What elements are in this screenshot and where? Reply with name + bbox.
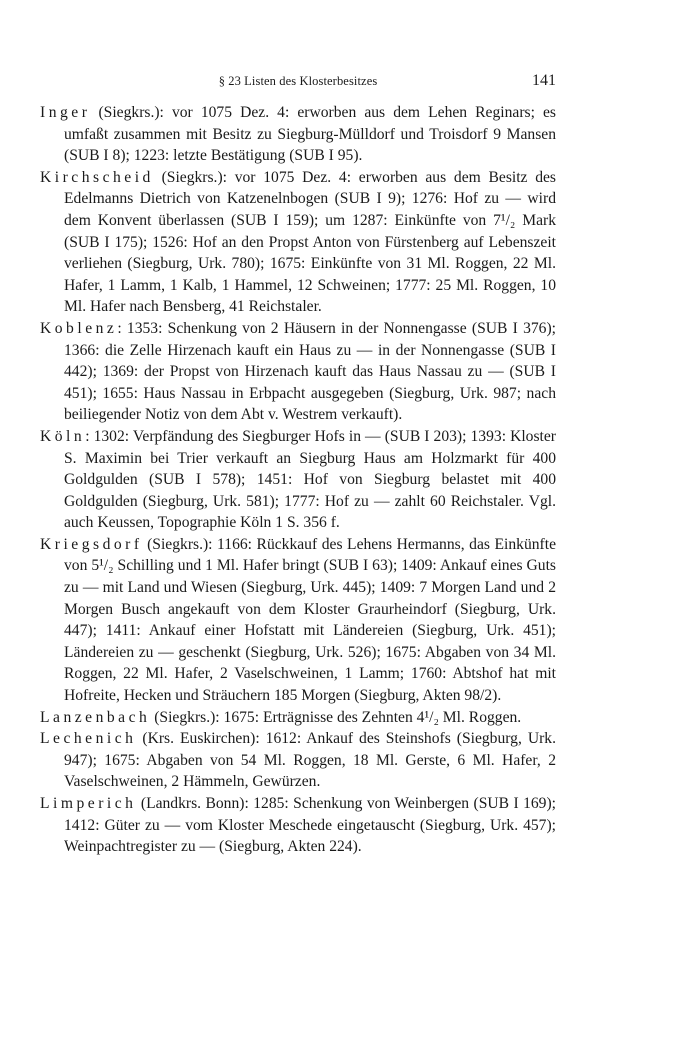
place-name: Lechenich: [40, 730, 137, 748]
entry-text: (Siegkrs.): vor 1075 Dez. 4: erworben aus dem Lehen Reginars; es umfaßt zusammen mit Besitz zu Siegburg-Mülldorf und Troisdorf 9 Mansen (SUB I 8); 1223: letzte Bestätigung (SUB I 95).: [64, 104, 556, 165]
place-entry-kirchscheid: [40, 167, 556, 318]
entry-text: (Siegkrs.): vor 1075 Dez. 4: erworben aus dem Besitz des Edelmanns Dietrich von Katzenelnbogen (SUB I 9); 1276: Hof zu — wird dem Konvent überlassen (SUB I 159); um 1287: Einkünfte von 7¹/₂ Mark (SUB I 175); 1526: Hof an den Propst Anton von Fürstenberg auf Lebenszeit verliehen (Siegburg, Urk. 780); 1675: Einkünfte von 31 Ml. Roggen, 22 Ml. Hafer, 1 Lamm, 1 Kalb, 1 Hammel, 12 Schweinen; 1777: 25 Ml. Roggen, 10 Ml. Hafer nach Bensberg, 41 Reichstaler.: [64, 168, 556, 316]
place-entry-koeln: [40, 426, 556, 534]
running-header: [40, 70, 556, 92]
place-entry-lanzenbach: [40, 707, 556, 729]
running-title: § 23 Listen des Klosterbesitzes: [218, 74, 378, 88]
place-entry-koblenz: [40, 318, 556, 426]
page-number: 141: [532, 72, 556, 89]
place-entry-inger: [40, 102, 556, 167]
place-name: Köln: [40, 427, 86, 445]
place-name: Inger: [40, 104, 91, 121]
place-entry-limperich: [40, 793, 556, 858]
place-name: Kirchscheid: [40, 168, 154, 186]
place-name: Lanzenbach: [40, 708, 151, 726]
entry-text: (Krs. Euskirchen): 1612: Ankauf des Steinshofs (Siegburg, Urk. 947); 1675: Abgaben von 54 Ml. Roggen, 18 Ml. Gerste, 6 Ml. Hafer, 2 Vaselschweinen, 2 Hämmeln, Gewürzen.: [64, 730, 556, 791]
entry-text: : 1302: Verpfändung des Siegburger Hofs in — (SUB I 203); 1393: Kloster S. Maximin bei Trier verkauft an Siegburg Haus am Holzmarkt für 400 Goldgulden (SUB I 578); 1451: Hof von Siegburg belastet mit 400 Goldgulden (Siegburg, Urk. 581); 1777: Hof zu — zahlt 60 Reichstaler. Vgl. auch Keussen, Topographie Köln 1 S. 356 f.: [64, 427, 556, 532]
entry-text: : 1353: Schenkung von 2 Häusern in der Nonnengasse (SUB I 376); 1366: die Zelle Hirzenach kauft ein Haus zu — in der Nonnengasse (SUB I 442); 1369: der Propst von Hirzenach kauft das Haus Nassau zu — (SUB I 451); 1655: Haus Nassau in Erbpacht ausgegeben (Siegburg, Urk. 987; nach beiliegender Notiz von dem Abt v. Westrem verkauft).: [64, 319, 556, 424]
place-entry-kriegsdorf: [40, 534, 556, 707]
entry-text: (Landkrs. Bonn): 1285: Schenkung von Weinbergen (SUB I 169); 1412: Güter zu — vom Kloster Meschede eingetauscht (Siegburg, Urk. 457); Weinpachtregister zu — (Siegburg, Akten 224).: [64, 795, 556, 856]
entry-text: (Siegkrs.): 1675: Erträgnisse des Zehnten 4¹/₂ Ml. Roggen.: [150, 708, 522, 726]
place-name: Koblenz: [40, 319, 118, 337]
place-entry-lechenich: [40, 728, 556, 793]
entry-text: (Siegkrs.): 1166: Rückkauf des Lehens Hermanns, das Einkünfte von 5¹/₂ Schilling und 1 Ml. Hafer bringt (SUB I 63); 1409: Ankauf eines Guts zu — mit Land und Wiesen (Siegburg, Urk. 445); 1409: 7 Morgen Land und 2 Morgen Busch angekauft von dem Kloster Graurheindorf (Siegburg, Urk. 447); 1411: Ankauf einer Hofstatt mit Ländereien (Siegburg, Urk. 451); Ländereien zu — geschenkt (Siegburg, Urk. 526); 1675: Abgaben von 34 Ml. Roggen, 22 Ml. Hafer, 2 Vaselschweinen, 1 Lamm; 1760: Abtshof hat mit Hofreite, Hecken und Sträuchern 185 Morgen (Siegburg, Akten 98/2).: [64, 535, 556, 705]
place-name: Limperich: [40, 795, 137, 812]
place-entry-list: [40, 102, 556, 858]
place-name: Kriegsdorf: [40, 535, 143, 553]
